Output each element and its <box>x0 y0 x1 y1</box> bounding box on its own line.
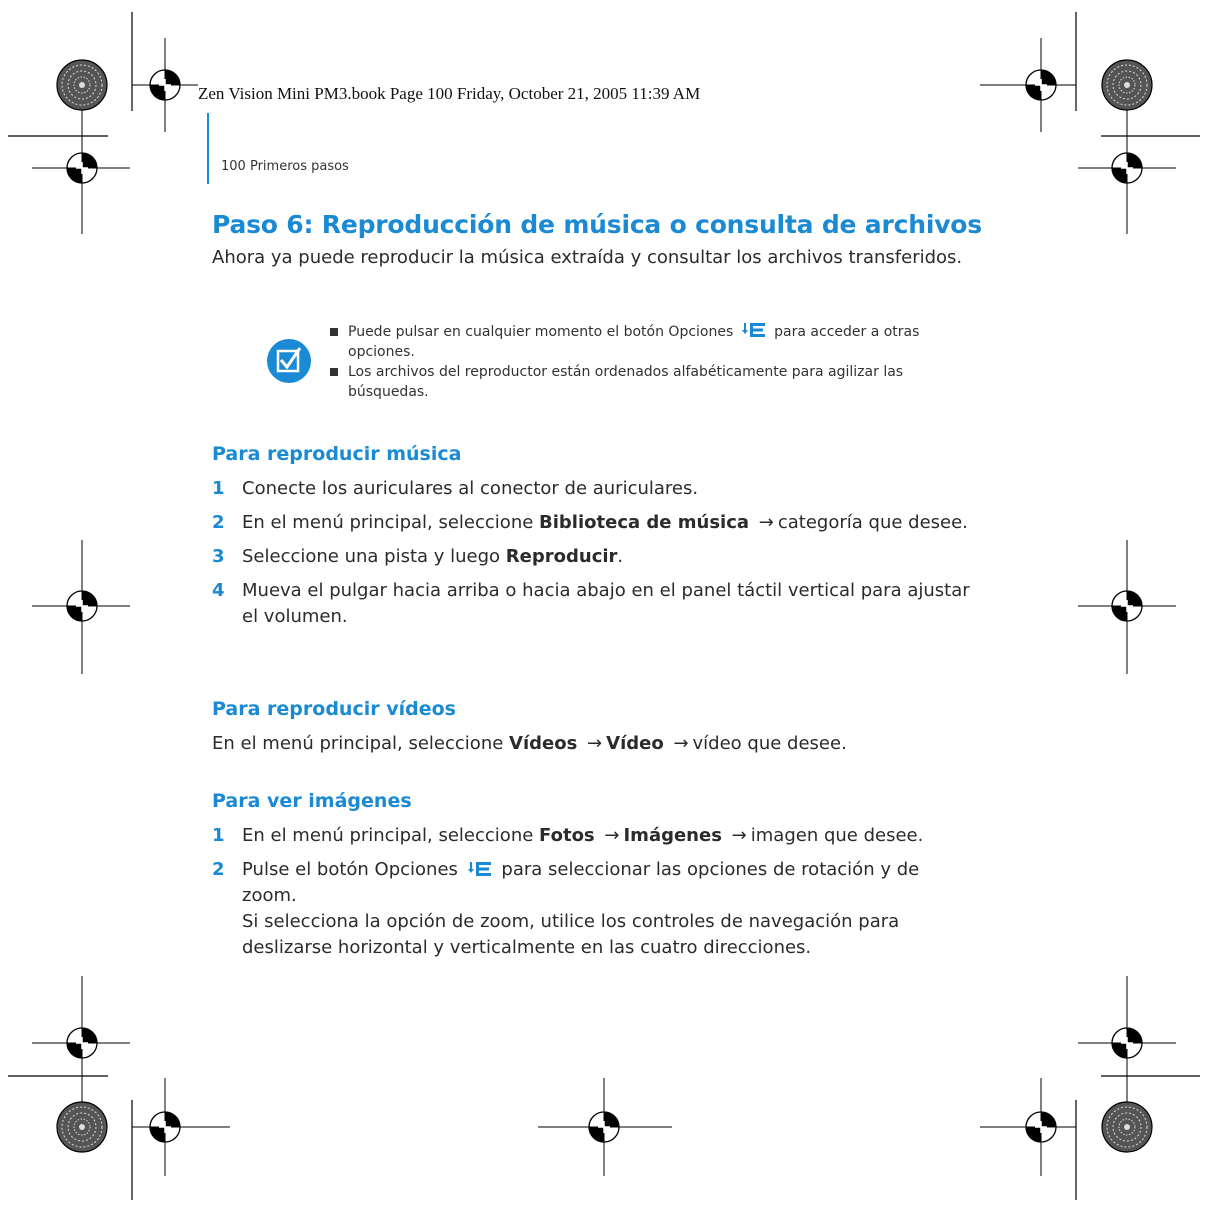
checkbox-note-icon <box>266 338 312 384</box>
step-item: 4 Mueva el pulgar hacia arriba o hacia abajo en el panel táctil vertical para ajustar el volumen. <box>212 580 970 627</box>
video-paragraph: En el menú principal, seleccione Vídeos → Vídeo → vídeo que desee. <box>212 733 847 754</box>
step-item: 1 Conecte los auriculares al conector de auriculares. <box>212 478 699 499</box>
options-menu-icon <box>468 861 492 877</box>
intro-paragraph: Ahora ya puede reproducir la música extraída y consultar los archivos transferidos. <box>212 247 963 268</box>
step-item: 2 Pulse el botón Opciones para seleccionar las opciones de rotación y de zoom. Si selecciona la opción de zoom, utilice los controles de navegación para deslizarse horizontal y verticalmente en las cuatro direcciones. <box>212 859 920 958</box>
page-number: 100 <box>221 159 246 174</box>
section-title-music: Para reproducir música <box>212 443 462 465</box>
page-title: Paso 6: Reproducción de música o consulta de archivos <box>212 210 982 239</box>
note-list <box>330 322 980 402</box>
images-steps <box>212 823 972 969</box>
note-item: Los archivos del reproductor están ordenados alfabéticamente para agilizar las búsquedas. <box>330 362 980 402</box>
section-title-images: Para ver imágenes <box>212 790 412 812</box>
options-menu-icon <box>742 322 766 338</box>
step-item: 3 Seleccione una pista y luego Reproducir. <box>212 546 624 567</box>
margin-bar <box>207 113 209 184</box>
running-head <box>221 159 349 174</box>
section-title-video: Para reproducir vídeos <box>212 698 456 720</box>
book-header: Zen Vision Mini PM3.book Page 100 Friday, October 21, 2005 11:39 AM <box>198 84 701 103</box>
note-item: Puede pulsar en cualquier momento el botón Opciones para acceder a otras opciones. <box>330 322 980 362</box>
step-item: 1 En el menú principal, seleccione Fotos → Imágenes → imagen que desee. <box>212 825 924 846</box>
music-steps <box>212 476 972 638</box>
step-note: Si selecciona la opción de zoom, utilice los controles de navegación para deslizarse horizontal y verticalmente en las cuatro direcciones. <box>242 911 900 958</box>
step-item: 2 En el menú principal, seleccione Biblioteca de música → categoría que desee. <box>212 512 968 533</box>
running-head-title: Primeros pasos <box>249 159 349 174</box>
